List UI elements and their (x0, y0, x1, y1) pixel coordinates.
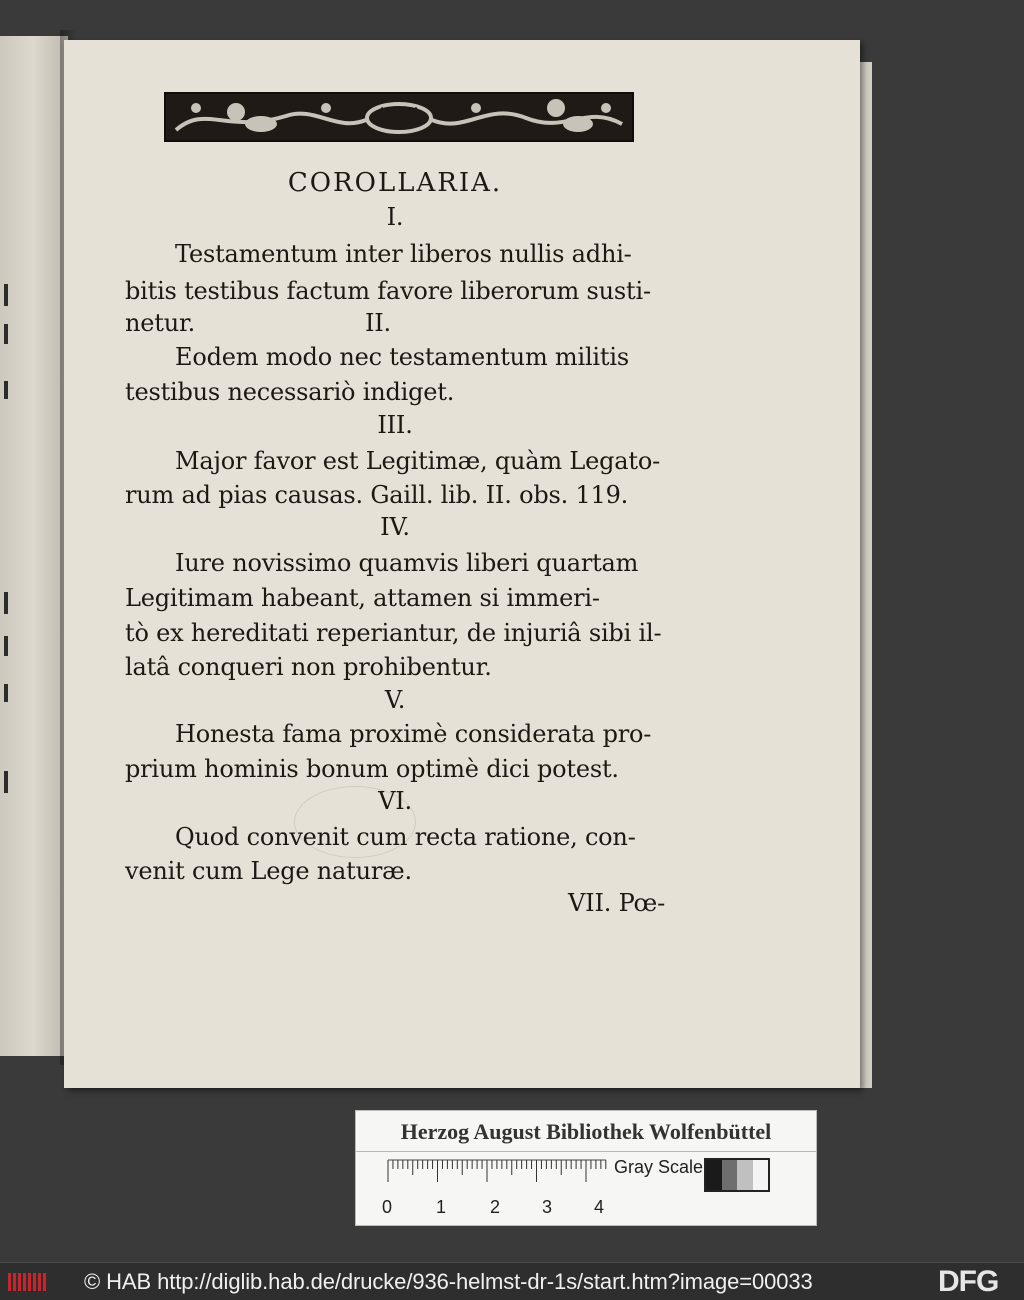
ruler-scale-icon (384, 1156, 614, 1196)
text-line: Quod convenit cum recta ratione, con- (175, 823, 636, 851)
text-line: prium hominis bonum optimè dici potest. (125, 755, 619, 783)
ruler-number: 0 (382, 1197, 393, 1217)
text-line: Eodem modo nec testamentum militis (175, 343, 629, 371)
library-name: Herzog August Bibliothek Wolfenbüttel (400, 1119, 772, 1144)
text-line: latâ conqueri non prohibentur. (125, 653, 492, 681)
ruler-number: 3 (542, 1197, 553, 1217)
text-line: Legitimam habeant, attamen si immeri- (125, 584, 600, 612)
left-page-edge (0, 36, 68, 1056)
corollary-numeral: I. (386, 203, 404, 231)
ruler-number: 4 (594, 1197, 605, 1217)
text-fragment: netur. (125, 309, 196, 337)
text-line (125, 308, 665, 338)
gray-swatch-cell (737, 1160, 753, 1190)
hab-logo-icon (6, 1270, 48, 1294)
gray-scale-swatch (704, 1158, 770, 1192)
corollary-numeral: V. (384, 686, 406, 714)
gray-scale-label: Gray Scale (614, 1157, 704, 1177)
text-line: testibus necessariò indiget. (125, 378, 455, 406)
page-edge (860, 62, 872, 1088)
dfg-logo-icon: DFG (938, 1265, 999, 1298)
text-line: bitis testibus factum favore liberorum susti- (125, 277, 651, 305)
gray-swatch-cell (753, 1160, 769, 1190)
corollary-numeral: VI. (378, 787, 412, 815)
library-label-card (355, 1110, 817, 1226)
source-url-text: © HAB http://diglib.hab.de/drucke/936-helmst-dr-1s/start.htm?image=00033 (84, 1269, 813, 1294)
text-line: Iure novissimo quamvis liberi quartam (175, 549, 639, 577)
ruler-number: 2 (490, 1197, 501, 1217)
ruler-number: 1 (436, 1197, 447, 1217)
text-line: rum ad pias causas. Gaill. lib. II. obs. 119. (125, 481, 629, 509)
label-divider (356, 1151, 816, 1152)
text-line: Major favor est Legitimæ, quàm Legato- (175, 447, 660, 475)
catchword: VII. Pœ- (568, 889, 665, 917)
text-line: Testamentum inter liberos nullis adhi- (175, 240, 632, 268)
text-line: tò ex hereditati reperiantur, de injuriâ sibi il- (125, 619, 662, 647)
corollary-numeral: II. (365, 309, 391, 337)
document-page (64, 40, 860, 1088)
text-line: Honesta fama proximè considerata pro- (175, 720, 652, 748)
woodcut-ornament-icon (164, 92, 634, 142)
gray-swatch-cell (706, 1160, 722, 1190)
text-line: venit cum Lege naturæ. (125, 857, 412, 885)
viewer-footer (0, 1262, 1024, 1300)
page-heading: COROLLARIA. (287, 168, 503, 198)
corollary-numeral: IV. (380, 513, 410, 541)
corollary-numeral: III. (377, 411, 413, 439)
gray-swatch-cell (722, 1160, 738, 1190)
